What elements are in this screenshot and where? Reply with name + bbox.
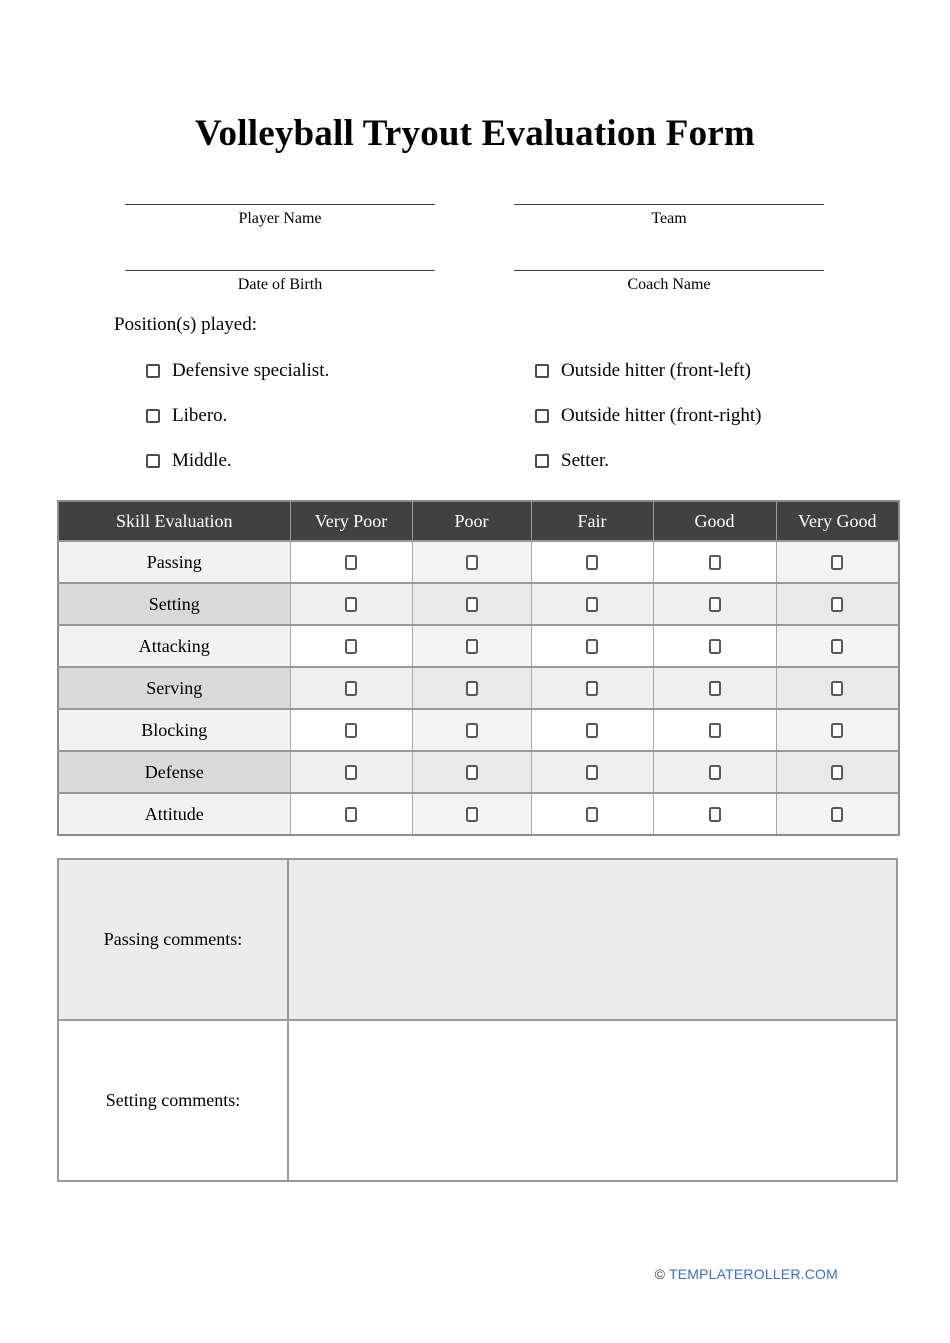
rating-checkbox-icon[interactable] xyxy=(466,807,478,822)
templateroller-link[interactable]: TEMPLATEROLLER.COM xyxy=(668,1266,838,1282)
rating-cell xyxy=(531,793,653,835)
rating-checkbox-icon[interactable] xyxy=(709,555,721,570)
rating-cell xyxy=(412,541,531,583)
rating-checkbox-icon[interactable] xyxy=(466,597,478,612)
position-option-label: Outside hitter (front-right) xyxy=(561,405,762,426)
rating-checkbox-icon[interactable] xyxy=(466,723,478,738)
setting-comments-area[interactable] xyxy=(288,1020,897,1181)
rating-cell xyxy=(776,751,899,793)
skill-name-cell: Attitude xyxy=(58,793,290,835)
rating-cell xyxy=(653,625,776,667)
position-option-setter[interactable] xyxy=(535,450,609,472)
rating-checkbox-icon[interactable] xyxy=(709,639,721,654)
rating-checkbox-icon[interactable] xyxy=(345,723,357,738)
rating-checkbox-icon[interactable] xyxy=(709,765,721,780)
rating-cell xyxy=(531,583,653,625)
skills-header-rating: Very Poor xyxy=(290,501,412,541)
rating-checkbox-icon[interactable] xyxy=(586,765,598,780)
date-of-birth-input-line[interactable] xyxy=(125,270,435,271)
checkbox-icon[interactable] xyxy=(535,409,549,423)
rating-cell xyxy=(412,709,531,751)
skills-header-skill: Skill Evaluation xyxy=(58,501,290,541)
field-date-of-birth xyxy=(125,270,435,294)
rating-cell xyxy=(290,625,412,667)
rating-cell xyxy=(290,709,412,751)
checkbox-icon[interactable] xyxy=(146,454,160,468)
page-title: Volleyball Tryout Evaluation Form xyxy=(195,113,755,154)
rating-cell xyxy=(412,793,531,835)
field-player-name xyxy=(125,204,435,228)
rating-cell xyxy=(290,751,412,793)
rating-checkbox-icon[interactable] xyxy=(345,807,357,822)
rating-checkbox-icon[interactable] xyxy=(345,765,357,780)
rating-checkbox-icon[interactable] xyxy=(466,765,478,780)
rating-checkbox-icon[interactable] xyxy=(831,681,843,696)
rating-cell xyxy=(776,793,899,835)
skill-row xyxy=(58,625,899,667)
field-coach-name xyxy=(514,270,824,294)
rating-cell xyxy=(290,793,412,835)
position-option-label: Libero. xyxy=(172,405,228,426)
rating-checkbox-icon[interactable] xyxy=(345,597,357,612)
skill-name-cell: Attacking xyxy=(58,625,290,667)
skills-header-rating: Very Good xyxy=(776,501,899,541)
skill-row xyxy=(58,583,899,625)
skills-header-rating: Fair xyxy=(531,501,653,541)
comments-table xyxy=(57,858,898,1182)
rating-checkbox-icon[interactable] xyxy=(586,723,598,738)
position-option-defensive-specialist[interactable] xyxy=(146,360,329,382)
rating-cell xyxy=(653,709,776,751)
setting-comments-label: Setting comments: xyxy=(58,1020,288,1181)
rating-checkbox-icon[interactable] xyxy=(466,555,478,570)
rating-cell xyxy=(412,667,531,709)
skill-name-cell: Setting xyxy=(58,583,290,625)
rating-checkbox-icon[interactable] xyxy=(586,639,598,654)
field-label-coach-name: Coach Name xyxy=(627,276,711,293)
positions-heading: Position(s) played: xyxy=(114,314,258,335)
skill-name-cell: Passing xyxy=(58,541,290,583)
skill-row xyxy=(58,751,899,793)
rating-cell xyxy=(776,541,899,583)
field-label-date-of-birth: Date of Birth xyxy=(237,276,323,293)
rating-checkbox-icon[interactable] xyxy=(586,597,598,612)
rating-checkbox-icon[interactable] xyxy=(586,555,598,570)
rating-cell xyxy=(776,667,899,709)
position-option-label: Setter. xyxy=(561,450,610,471)
rating-checkbox-icon[interactable] xyxy=(831,597,843,612)
coach-name-input-line[interactable] xyxy=(514,270,824,271)
position-option-label: Defensive specialist. xyxy=(172,360,330,381)
rating-cell xyxy=(653,793,776,835)
rating-cell xyxy=(412,751,531,793)
skills-header-row xyxy=(58,501,899,541)
rating-cell xyxy=(290,541,412,583)
skill-row xyxy=(58,793,899,835)
rating-cell xyxy=(776,583,899,625)
checkbox-icon[interactable] xyxy=(535,454,549,468)
rating-cell xyxy=(776,709,899,751)
rating-cell xyxy=(531,541,653,583)
skill-row xyxy=(58,667,899,709)
skills-header-rating: Good xyxy=(653,501,776,541)
rating-cell xyxy=(531,625,653,667)
skills-header-rating: Poor xyxy=(412,501,531,541)
rating-cell xyxy=(290,667,412,709)
rating-checkbox-icon[interactable] xyxy=(345,555,357,570)
rating-checkbox-icon[interactable] xyxy=(709,723,721,738)
copyright-symbol: © xyxy=(654,1266,666,1282)
skill-row xyxy=(58,709,899,751)
rating-cell xyxy=(412,583,531,625)
rating-checkbox-icon[interactable] xyxy=(586,807,598,822)
position-option-label: Outside hitter (front-left) xyxy=(561,360,751,381)
checkbox-icon[interactable] xyxy=(146,409,160,423)
passing-comments-area[interactable] xyxy=(288,859,897,1020)
rating-cell xyxy=(653,541,776,583)
passing-comments-label: Passing comments: xyxy=(58,859,288,1020)
rating-cell xyxy=(412,625,531,667)
field-team xyxy=(514,204,824,228)
skill-name-cell: Defense xyxy=(58,751,290,793)
field-label-player-name: Player Name xyxy=(238,210,322,227)
rating-checkbox-icon[interactable] xyxy=(831,639,843,654)
team-input-line[interactable] xyxy=(514,204,824,205)
rating-checkbox-icon[interactable] xyxy=(709,681,721,696)
skill-name-cell: Serving xyxy=(58,667,290,709)
player-name-input-line[interactable] xyxy=(125,204,435,205)
rating-cell xyxy=(653,667,776,709)
position-option-libero[interactable] xyxy=(146,405,227,427)
rating-cell xyxy=(653,583,776,625)
checkbox-icon[interactable] xyxy=(535,364,549,378)
rating-checkbox-icon[interactable] xyxy=(466,639,478,654)
rating-cell xyxy=(653,751,776,793)
rating-checkbox-icon[interactable] xyxy=(345,639,357,654)
rating-checkbox-icon[interactable] xyxy=(345,681,357,696)
rating-checkbox-icon[interactable] xyxy=(586,681,598,696)
rating-cell xyxy=(531,751,653,793)
skill-name-cell: Blocking xyxy=(58,709,290,751)
checkbox-icon[interactable] xyxy=(146,364,160,378)
footer xyxy=(655,1266,838,1282)
rating-checkbox-icon[interactable] xyxy=(466,681,478,696)
field-label-team: Team xyxy=(651,210,687,227)
rating-checkbox-icon[interactable] xyxy=(709,597,721,612)
position-option-label: Middle. xyxy=(172,450,232,471)
rating-cell xyxy=(776,625,899,667)
rating-cell xyxy=(290,583,412,625)
position-option-middle[interactable] xyxy=(146,450,232,472)
position-option-outside-hitter-front-left[interactable] xyxy=(535,360,751,382)
rating-cell xyxy=(531,709,653,751)
rating-checkbox-icon[interactable] xyxy=(831,555,843,570)
rating-cell xyxy=(531,667,653,709)
rating-checkbox-icon[interactable] xyxy=(831,807,843,822)
comments-row-passing xyxy=(58,859,897,1020)
skill-evaluation-table xyxy=(57,500,900,836)
position-option-outside-hitter-front-right[interactable] xyxy=(535,405,762,427)
rating-checkbox-icon[interactable] xyxy=(831,765,843,780)
comments-row-setting xyxy=(58,1020,897,1181)
rating-checkbox-icon[interactable] xyxy=(831,723,843,738)
skill-row xyxy=(58,541,899,583)
rating-checkbox-icon[interactable] xyxy=(709,807,721,822)
